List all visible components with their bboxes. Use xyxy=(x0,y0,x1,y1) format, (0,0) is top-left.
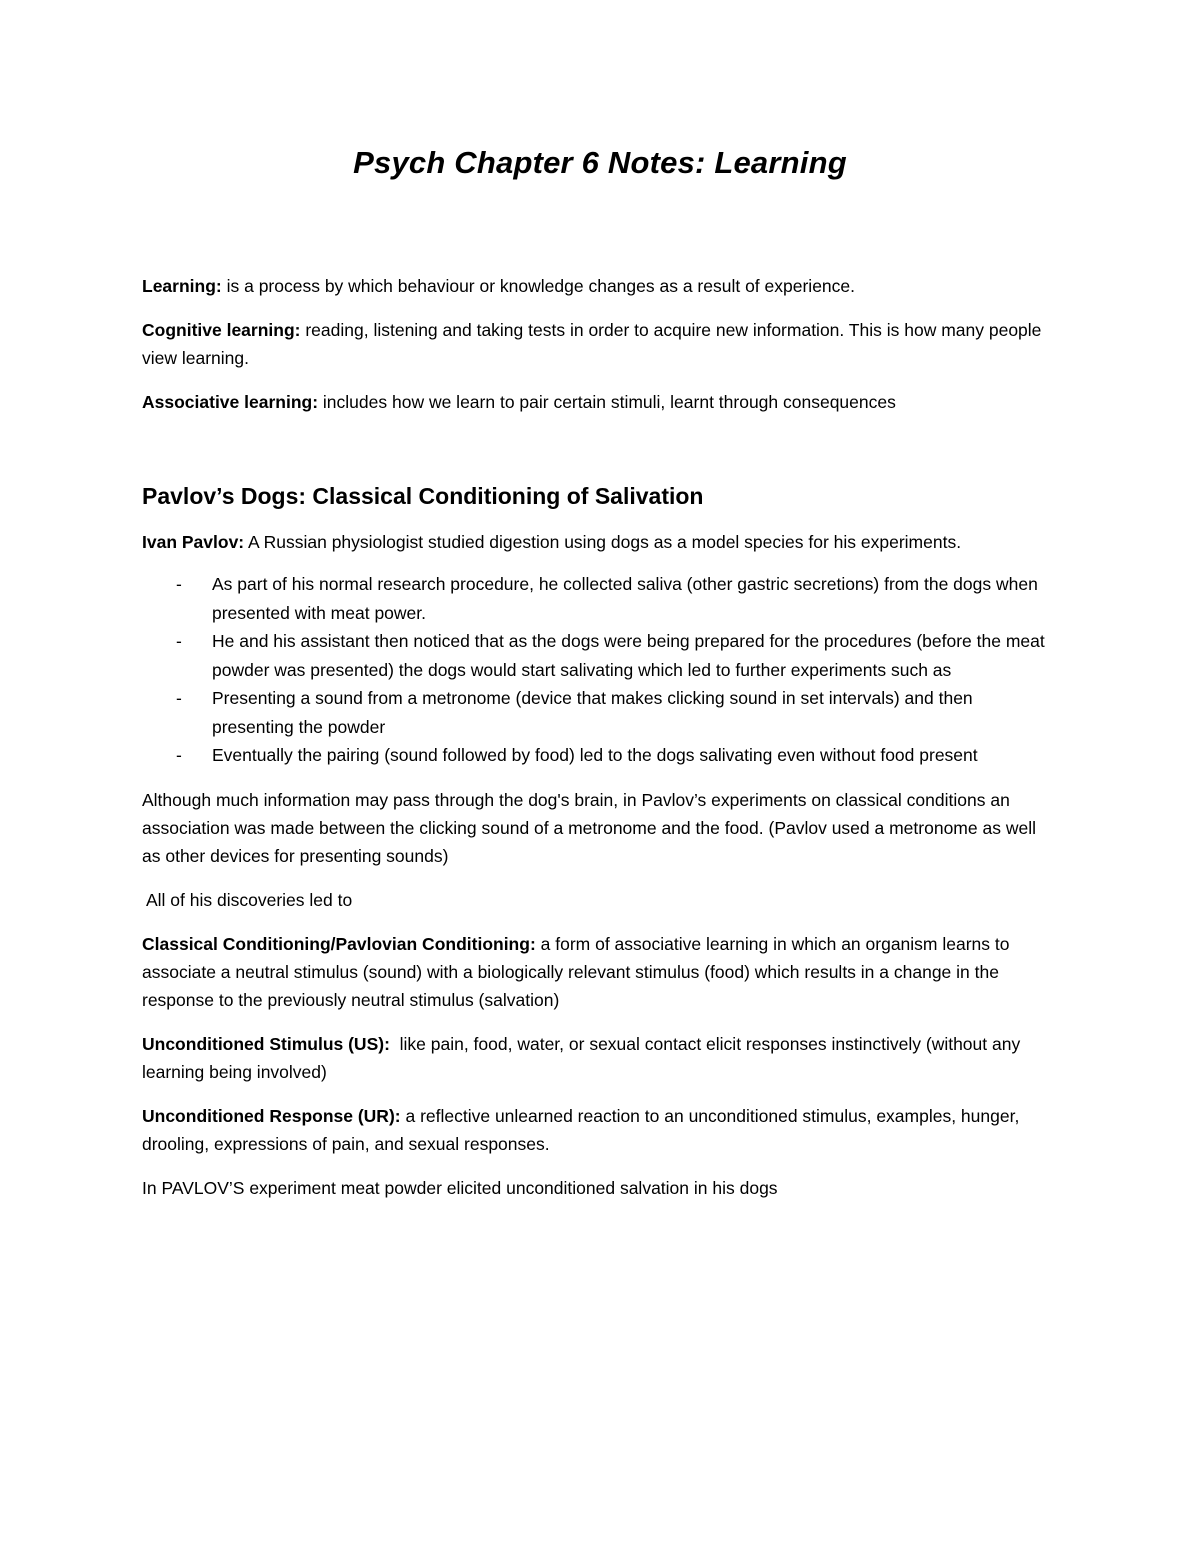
definition-cognitive-learning xyxy=(142,316,1058,372)
definition-text: like pain, food, water, or sexual contact elicit responses instinctively (without any learning being involved) xyxy=(142,1033,1026,1082)
list-item-text: Presenting a sound from a metronome (device that makes clicking sound in set intervals) and then presenting the powder xyxy=(212,688,973,737)
term-label: Unconditioned Response (UR): xyxy=(142,1105,401,1126)
term-label: Unconditioned Stimulus (US): xyxy=(142,1033,390,1054)
list-item xyxy=(142,627,1058,684)
definition-text: includes how we learn to pair certain stimuli, learnt through consequences xyxy=(318,392,896,412)
definition-associative-learning xyxy=(142,388,1058,416)
bullet-dash: - xyxy=(176,574,182,594)
definition-text: a form of associative learning in which an organism learns to associate a neutral stimulus (sound) with a biologically relevant stimulus (food) which results in a change in the response to the previously neutral stimulus (salvation) xyxy=(142,933,1010,1010)
term-label: Ivan Pavlov: xyxy=(142,532,245,552)
list-item-text: He and his assistant then noticed that as the dogs were being prepared for the procedures (before the meat powder was presented) the dogs would start salivating which led to further experiments such as xyxy=(212,631,1045,680)
list-item xyxy=(142,741,1058,770)
definition-ivan-pavlov xyxy=(142,528,1058,556)
list-item xyxy=(142,570,1058,627)
bullet-dash: - xyxy=(176,631,182,651)
definition-text: reading, listening and taking tests in order to acquire new information. This is how many people view learning. xyxy=(142,320,1042,368)
definition-classical-conditioning xyxy=(142,930,1058,1014)
page-title: Psych Chapter 6 Notes: Learning xyxy=(353,145,847,180)
bullet-dash: - xyxy=(176,688,182,708)
list-item xyxy=(142,684,1058,741)
definition-unconditioned-stimulus xyxy=(142,1030,1058,1086)
list-item-text: As part of his normal research procedure, he collected saliva (other gastric secretions) from the dogs when presented with meat power. xyxy=(212,574,1038,623)
term-label: Cognitive learning: xyxy=(142,320,301,340)
bullet-dash: - xyxy=(176,745,182,765)
definition-text: is a process by which behaviour or knowledge changes as a result of experience. xyxy=(221,276,856,296)
section-heading: Pavlov’s Dogs: Classical Conditioning of Salivation xyxy=(142,483,704,509)
term-label: Learning: xyxy=(142,276,222,296)
definition-text: a reflective unlearned reaction to an unconditioned stimulus, examples, hunger, drooling, expressions of pain, and sexual responses. xyxy=(142,1105,1020,1154)
definition-text: A Russian physiologist studied digestion using dogs as a model species for his experiments. xyxy=(244,532,962,552)
bullet-list xyxy=(142,570,1058,770)
paragraph-final: In PAVLOV’S experiment meat powder elicited unconditioned salvation in his dogs xyxy=(142,1177,778,1198)
list-item-text: Eventually the pairing (sound followed by food) led to the dogs salivating even without food present xyxy=(212,745,978,765)
term-label: Associative learning: xyxy=(142,392,319,412)
definition-unconditioned-response xyxy=(142,1102,1058,1158)
paragraph-discoveries: All of his discoveries led to xyxy=(146,889,353,910)
term-label: Classical Conditioning/Pavlovian Conditioning: xyxy=(142,933,536,954)
document-body xyxy=(142,140,1058,1202)
paragraph-although: Although much information may pass through the dog's brain, in Pavlov’s experiments on classical conditions an association was made between the clicking sound of a metronome and the food. (Pavlov used a metronome as well as other devices for presenting sounds) xyxy=(142,789,1036,866)
definition-learning xyxy=(142,272,1058,300)
